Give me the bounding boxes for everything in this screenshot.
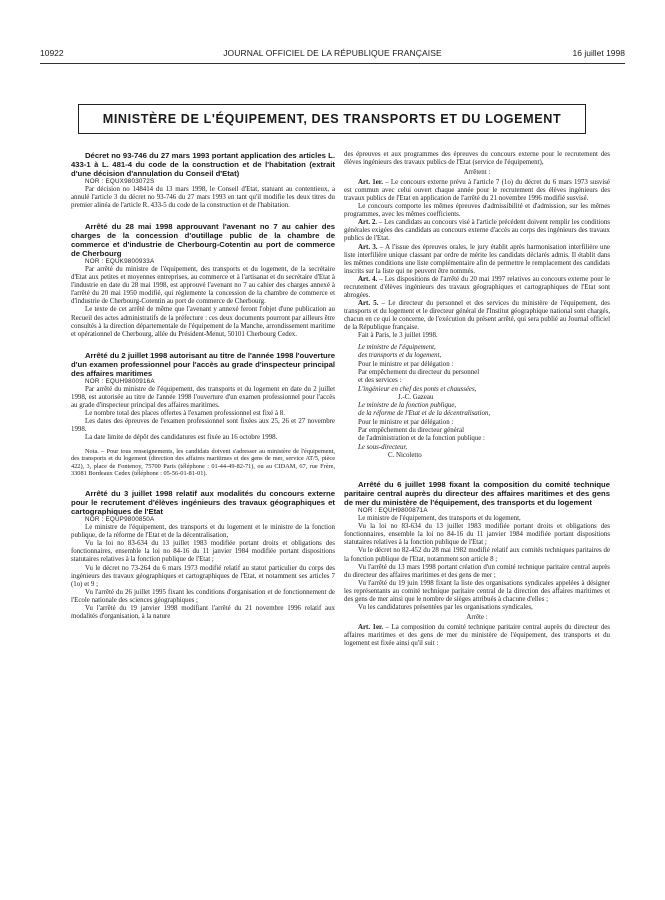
paragraph: Par arrêté du ministre de l'équipement, des transports et du logement, de la secrétaire d'Etat aux petites et moyennes entreprises, au commerce et à l'artisanat et du secrétaire d'Etat à l'industrie en date du 28 mai 1998, est approuvé l'avenant no 7 au cahier des charges annexé à l'arrêté du 20 mai 1950 modifié, qui réglemente la concession de la chambre de commerce et d'industrie de Cherbourg-Cotentin au port de commerce de Cherbourg. [71, 266, 335, 306]
article-label: Art. 5. [358, 299, 379, 307]
article-label: Art. 4. [358, 275, 378, 283]
nota-note: Nota. – Pour tous renseignements, les candidats doivent s'adresser au ministère de l'équipement, des transports et du logement (direction des affaires maritimes et des gens de mer, service AT/5, pièce 422), 3, place de Fontenoy, 75700 Paris (téléphone : 01-44-49-82-71), ou au CIDAM, 67, rue Frère, 33081 Bordeaux Cedex (téléphone : 05-56-01-81-01). [71, 448, 335, 477]
nor-reference: NOR : EQUH9800871A [358, 507, 428, 515]
nor-reference: NOR : EQUK9800933A [85, 258, 155, 266]
paragraph: Le concours comporte les mêmes épreuves d'admissibilité et d'admission, sur les mêmes programmes, avec les mêmes coefficients. [344, 203, 610, 219]
arrete-28-mai [71, 222, 335, 338]
paragraph: Par décision no 148414 du 13 mars 1998, le Conseil d'Etat, statuant au contentieux, a annulé l'article 3 du décret no 93-746 du 27 mars 1993 en tant qu'il modifie les deux titres du premier alinéa de l'article R. 433-5 du code de la construction et de l'habitation. [71, 186, 335, 210]
nor-reference: NOR : EQUX9803072S [85, 178, 155, 185]
paragraph: Vu l'arrêté du 26 juillet 1995 fixant les conditions d'organisation et de fonctionnement de l'Ecole nationale des sciences géographiques ; [71, 588, 335, 604]
page-number: 10922 [40, 48, 64, 58]
signature-date: Fait à Paris, le 3 juillet 1998. [358, 332, 438, 340]
header-rule [40, 63, 625, 64]
paragraph: Le ministre de l'équipement, des transports et du logement et le ministre de la fonction publique, de la réforme de l'Etat et de la décentralisation, [71, 524, 335, 540]
article-5: Art. 5. – Le directeur du personnel et des services du ministère de l'équipement, des transports et du logement et le directeur général de l'Institut géographique national sont chargés, chacun en ce qui le concerne, de l'exécution du présent arrêté, qui sera publié au Journal officiel de la République française. [344, 299, 610, 331]
paragraph: La date limite de dépôt des candidatures est fixée au 16 octobre 1998. [85, 433, 278, 441]
arrete-title: Arrêté du 3 juillet 1998 relatif aux modalités du concours externe pour le recrutement d'élèves ingénieurs des travaux géographiques et cartographiques de l'Etat [71, 489, 335, 517]
signature-block: Le ministre de l'équipement, des transports et du logement, Pour le ministre et par délégation : Par empêchement du directeur du personnel et des services : L'ingénieur en chef des ponts et chaussées, J.-C. Gazeau Le ministre de la fonction publique, de la réforme de l'Etat et de la décentralisation, Pour le ministre et par délégation : Par empêchement du directeur général de l'administration et de la fonction publique : Le sous-directeur, C. Nicoletto [358, 344, 491, 459]
paragraph: Vu les candidatures présentées par les organisations syndicales, [358, 603, 533, 611]
paragraph: Vu le décret no 73-264 du 6 mars 1973 modifié relatif au statut particulier du corps des ingénieurs des travaux géographiques et cartographiques de l'Etat, et notamment ses articles 7 (1o) et 9 ; [71, 564, 335, 588]
paragraph: Par arrêté du ministre de l'équipement, des transports et du logement en date du 2 juillet 1998, est autorisée au titre de l'année 1998 l'ouverture d'un examen professionnel pour l'accès au grade d'inspecteur principal des affaires maritimes. [71, 385, 335, 409]
paragraph: Vu l'arrêté du 13 mars 1998 portant création d'un comité technique paritaire central auprès du directeur des affaires maritimes et des gens de mer ; [344, 563, 610, 579]
paragraph: Vu l'arrêté du 19 juin 1998 fixant la liste des organisations syndicales appelées à désigner les représentants au comité technique paritaire central de la direction des affaires maritimes et des gens de mer ainsi que le nombre de sièges attribués à chacune d'elles ; [344, 579, 610, 603]
right-column [344, 151, 610, 648]
arrete-title: Arrêté du 2 juillet 1998 autorisant au titre de l'année 1998 l'ouverture d'un examen professionnel pour l'accès au grade d'inspecteur principal des affaires maritimes [71, 350, 335, 378]
paragraph: Vu la loi no 83-634 du 13 juillet 1983 modifiée portant droits et obligations des fonctionnaires, ensemble la loi no 84-16 du 11 janvier 1984 modifiée portant dispositions statutaires relatives à la fonction publique de l'Etat ; [344, 523, 610, 547]
arrete-6-juillet [344, 480, 610, 648]
article-label: Art. 1er. [358, 623, 384, 631]
paragraph: Vu la loi no 83-634 du 13 juillet 1983 modifiée portant droits et obligations des fonctionnaires, ensemble la loi no 84-16 du 11 janvier 1984 modifiée portant dispositions statutaires relatives à la fonction publique de l'Etat ; [71, 540, 335, 564]
article-4: Art. 4. – Les dispositions de l'arrêté du 20 mai 1997 relatives au concours externe pour le recrutement d'élèves ingénieurs des travaux géographiques et cartographiques de l'Etat sont abrogées. [344, 275, 610, 299]
arrete-3-juillet [71, 489, 335, 621]
article-1: Art. 1er. – Le concours externe prévu à l'article 7 (1o) du décret du 6 mars 1973 susvisé est commun avec celui ouvert chaque année pour le recrutement des élèves ingénieurs des travaux publics de l'Etat en application de l'arrêté du 21 novembre 1996 modifié susvisé. [344, 179, 610, 203]
paragraph: Le nombre total des places offertes à l'examen professionnel est fixé à 8. [85, 409, 285, 417]
arrete-heading: Arrête : [466, 613, 488, 621]
arretent-heading: Arrêtent : [463, 169, 491, 177]
ministry-title-box [78, 104, 586, 134]
paragraph: des épreuves et aux programmes des épreuves du concours externe pour le recrutement des élèves ingénieurs des travaux publics de l'Etat (service de l'équipement), [344, 151, 610, 167]
paragraph: Le ministre de l'équipement, des transports et du logement, [358, 515, 521, 523]
article-2: Art. 2. – Les candidats au concours visé à l'article précédent doivent remplir les conditions générales exigées des candidats au concours externe d'accès au corps des ingénieurs des travaux publics de l'Etat. [344, 219, 610, 243]
arrete-2-juillet [71, 351, 335, 478]
article-label: Art. 1er. [358, 179, 383, 187]
paragraph: Le texte de cet arrêté de même que l'avenant y annexé feront l'objet d'une publication au Recueil des actes administratifs de la préfecture : ces deux documents pourront par ailleurs être consultés à la direction départementale de l'équipement de la Manche, arrondissement maritime et opérationnel de Cherbourg, allée du Président-Menut, 50101 Cherbourg Cedex. [71, 306, 335, 338]
paragraph: Vu l'arrêté du 19 janvier 1998 modifiant l'arrêté du 21 novembre 1996 relatif aux modalités d'organisation, à la nature [71, 604, 335, 620]
article-label: Art. 3. [358, 243, 378, 251]
nor-reference: NOR : EQUP9800850A [85, 516, 155, 524]
nor-reference: NOR : EQUH9800916A [85, 377, 155, 385]
arrete-title: Arrêté du 6 juillet 1998 fixant la composition du comité technique paritaire central auprès du directeur des affaires maritimes et des gens de mer du ministère de l'équipement, des transports et du logement [344, 480, 610, 508]
article-3: Art. 3. – A l'issue des épreuves orales, le jury établit après harmonisation interfilière une liste interfilière unique classant par ordre de mérite les candidats déclarés admis. Il établit dans les mêmes conditions une liste complémentaire afin de permettre le remplacement des candidats inscrits sur la liste qui ne peuvent être nommés. [344, 243, 610, 275]
issue-date: 16 juillet 1998 [572, 48, 625, 58]
ministry-title: MINISTÈRE DE L'ÉQUIPEMENT, DES TRANSPORTS ET DU LOGEMENT [102, 112, 562, 126]
page-header [40, 48, 625, 60]
article-1: Art. 1er. – La composition du comité technique paritaire central auprès du directeur des affaires maritimes et des gens de mer du ministère de l'équipement, des transports et du logement est fixée ainsi qu'il suit : [344, 623, 610, 647]
paragraph: Les dates des épreuves de l'examen professionnel sont fixées aux 25, 26 et 27 novembre 1998. [71, 417, 335, 433]
article-label: Art. 2. [358, 219, 378, 227]
decree-93-746 [71, 151, 335, 210]
left-column [71, 151, 335, 621]
journal-title: JOURNAL OFFICIEL DE LA RÉPUBLIQUE FRANÇAISE [223, 48, 442, 58]
paragraph: Vu le décret no 82-452 du 28 mai 1982 modifié relatif aux comités techniques paritaires de la fonction publique de l'Etat, notamment son article 8 ; [344, 547, 610, 563]
decree-title: Décret no 93-746 du 27 mars 1993 portant application des articles L. 433-1 à L. 481-4 du code de la construction et de l'habitation (extrait d'une décision d'annulation du Conseil d'Etat) [71, 151, 335, 178]
arrete-title: Arrêté du 28 mai 1998 approuvant l'avenant no 7 au cahier des charges de la concession d'outillage public de la chambre de commerce et d'industrie de Cherbourg-Cotentin au port de commerce de Cherbourg [71, 222, 335, 259]
